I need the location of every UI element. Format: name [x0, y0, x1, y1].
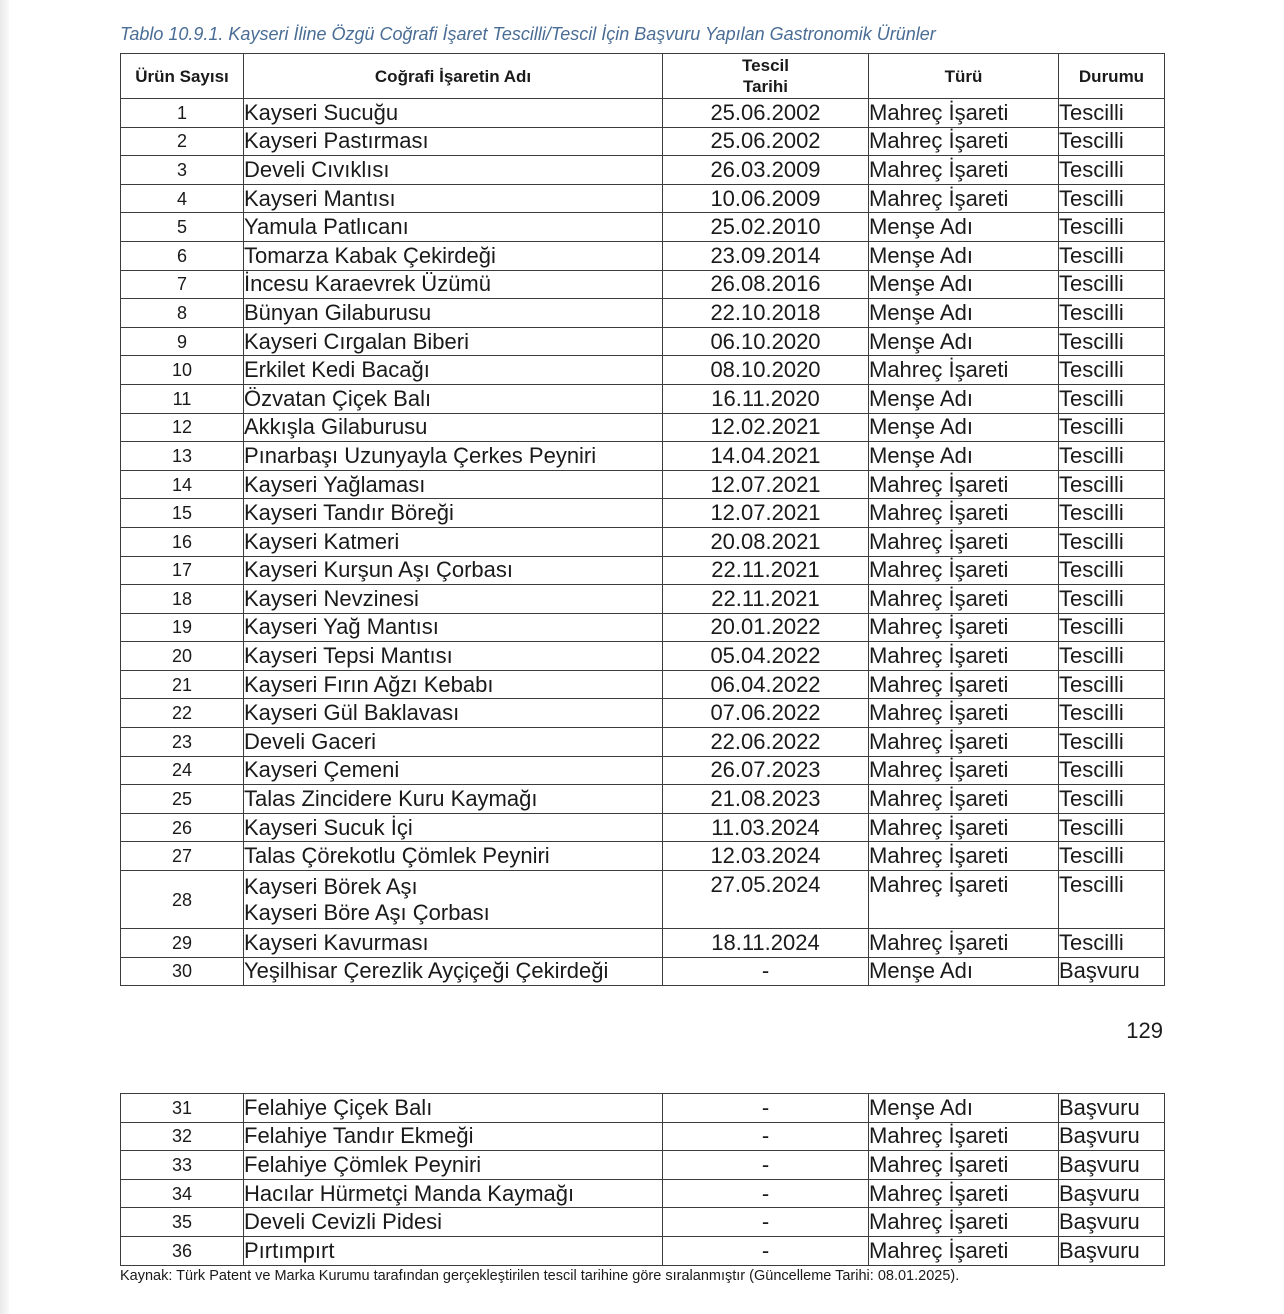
- cell-name: Kayseri Sucuğu: [244, 99, 663, 128]
- cell-name-line1: Kayseri Börek Aşı: [244, 873, 418, 899]
- cell-status: Tescilli: [1059, 356, 1165, 385]
- gastronomic-products-table-continued: [120, 1093, 1165, 1266]
- cell-number: 20: [121, 642, 244, 671]
- cell-status: Tescilli: [1059, 699, 1165, 728]
- cell-status: Tescilli: [1059, 499, 1165, 528]
- table-row: [121, 929, 1165, 958]
- table-row: [121, 384, 1165, 413]
- table-row: [121, 1236, 1165, 1265]
- cell-status: Başvuru: [1059, 1208, 1165, 1237]
- cell-number: 16: [121, 527, 244, 556]
- cell-date: 20.08.2021: [663, 527, 869, 556]
- cell-type: Mahreç İşareti: [869, 585, 1059, 614]
- cell-number: 13: [121, 442, 244, 471]
- table-row: [121, 585, 1165, 614]
- cell-type: Mahreç İşareti: [869, 813, 1059, 842]
- table-row: [121, 699, 1165, 728]
- cell-date: 14.04.2021: [663, 442, 869, 471]
- header-name: Coğrafi İşaretin Adı: [244, 54, 663, 99]
- cell-name: Kayseri Tandır Böreği: [244, 499, 663, 528]
- cell-name: Kayseri Pastırması: [244, 127, 663, 156]
- cell-status: Tescilli: [1059, 99, 1165, 128]
- header-count: Ürün Sayısı: [121, 54, 244, 99]
- cell-number: 17: [121, 556, 244, 585]
- header-date-line1: Tescil: [742, 56, 789, 75]
- cell-name: Talas Zincidere Kuru Kaymağı: [244, 785, 663, 814]
- cell-date: 10.06.2009: [663, 184, 869, 213]
- cell-number: 11: [121, 384, 244, 413]
- cell-number: 21: [121, 670, 244, 699]
- cell-date: 12.07.2021: [663, 499, 869, 528]
- cell-name: Kayseri Gül Baklavası: [244, 699, 663, 728]
- cell-number: 31: [121, 1094, 244, 1123]
- cell-date: 12.07.2021: [663, 470, 869, 499]
- cell-date: 20.01.2022: [663, 613, 869, 642]
- cell-number: 18: [121, 585, 244, 614]
- cell-date: 26.07.2023: [663, 756, 869, 785]
- cell-name: Develi Gaceri: [244, 728, 663, 757]
- cell-type: Mahreç İşareti: [869, 1179, 1059, 1208]
- cell-type: Mahreç İşareti: [869, 670, 1059, 699]
- cell-name: Talas Çörekotlu Çömlek Peyniri: [244, 842, 663, 871]
- cell-date: 07.06.2022: [663, 699, 869, 728]
- cell-date: 06.10.2020: [663, 327, 869, 356]
- cell-number: 32: [121, 1122, 244, 1151]
- cell-name: Yeşilhisar Çerezlik Ayçiçeği Çekirdeği: [244, 957, 663, 986]
- cell-type: Mahreç İşareti: [869, 1122, 1059, 1151]
- cell-name: Kayseri Sucuk İçi: [244, 813, 663, 842]
- cell-type: Menşe Adı: [869, 327, 1059, 356]
- table-row: [121, 184, 1165, 213]
- cell-status: Tescilli: [1059, 756, 1165, 785]
- cell-date: 22.11.2021: [663, 556, 869, 585]
- table-body-page2: [121, 1094, 1165, 1266]
- cell-name: Kayseri Katmeri: [244, 527, 663, 556]
- page-number: 129: [1126, 1018, 1163, 1043]
- cell-date: 25.02.2010: [663, 213, 869, 242]
- cell-number: 36: [121, 1236, 244, 1265]
- table-row: [121, 270, 1165, 299]
- cell-date: -: [663, 1151, 869, 1180]
- cell-name: Yamula Patlıcanı: [244, 213, 663, 242]
- cell-number: 15: [121, 499, 244, 528]
- header-date: [663, 54, 869, 99]
- cell-number: 22: [121, 699, 244, 728]
- cell-status: Tescilli: [1059, 929, 1165, 958]
- table-row: [121, 356, 1165, 385]
- cell-number: 27: [121, 842, 244, 871]
- cell-name: Kayseri Kurşun Aşı Çorbası: [244, 556, 663, 585]
- cell-number: 9: [121, 327, 244, 356]
- table-body-row-28: [121, 871, 1165, 929]
- cell-type: Menşe Adı: [869, 213, 1059, 242]
- table-row: [121, 556, 1165, 585]
- cell-number: 1: [121, 99, 244, 128]
- cell-type: Mahreç İşareti: [869, 871, 1059, 929]
- cell-status: Başvuru: [1059, 1236, 1165, 1265]
- cell-status: Tescilli: [1059, 556, 1165, 585]
- header-status: Durumu: [1059, 54, 1165, 99]
- source-note: Kaynak: Türk Patent ve Marka Kurumu tarafından gerçekleştirilen tescil tarihine göre sıralanmıştır (Güncelleme Tarihi: 08.01.2025).: [120, 1268, 960, 1284]
- table-row: [121, 1122, 1165, 1151]
- cell-type: Menşe Adı: [869, 957, 1059, 986]
- cell-status: Tescilli: [1059, 184, 1165, 213]
- cell-status: Tescilli: [1059, 127, 1165, 156]
- cell-number: 7: [121, 270, 244, 299]
- table-row: [121, 327, 1165, 356]
- table-row: [121, 670, 1165, 699]
- cell-name: Kayseri Yağ Mantısı: [244, 613, 663, 642]
- cell-date: 06.04.2022: [663, 670, 869, 699]
- cell-type: Menşe Adı: [869, 442, 1059, 471]
- cell-date: 22.11.2021: [663, 585, 869, 614]
- header-date-line2: Tarihi: [742, 77, 789, 96]
- cell-status: Tescilli: [1059, 842, 1165, 871]
- cell-name: Kayseri Cırgalan Biberi: [244, 327, 663, 356]
- table-row: [121, 442, 1165, 471]
- cell-number: 4: [121, 184, 244, 213]
- table-row: [121, 470, 1165, 499]
- cell-type: Mahreç İşareti: [869, 184, 1059, 213]
- cell-type: Mahreç İşareti: [869, 842, 1059, 871]
- cell-status: Tescilli: [1059, 299, 1165, 328]
- header-type: Türü: [869, 54, 1059, 99]
- cell-type: Mahreç İşareti: [869, 527, 1059, 556]
- cell-type: Mahreç İşareti: [869, 929, 1059, 958]
- cell-date: 25.06.2002: [663, 99, 869, 128]
- cell-date: 23.09.2014: [663, 241, 869, 270]
- cell-date: 11.03.2024: [663, 813, 869, 842]
- cell-type: Menşe Adı: [869, 270, 1059, 299]
- cell-name: Kayseri Tepsi Mantısı: [244, 642, 663, 671]
- cell-number: 10: [121, 356, 244, 385]
- table-row: [121, 842, 1165, 871]
- cell-type: Mahreç İşareti: [869, 642, 1059, 671]
- cell-status: Tescilli: [1059, 871, 1165, 929]
- cell-date: 26.03.2009: [663, 156, 869, 185]
- table-row: [121, 241, 1165, 270]
- cell-name: İncesu Karaevrek Üzümü: [244, 270, 663, 299]
- cell-name: Erkilet Kedi Bacağı: [244, 356, 663, 385]
- table-caption: Tablo 10.9.1. Kayseri İline Özgü Coğrafi İşaret Tescilli/Tescil İçin Başvuru Yapılan Gastronomik Ürünler: [120, 24, 936, 44]
- cell-number: 8: [121, 299, 244, 328]
- table-row: [121, 1151, 1165, 1180]
- cell-type: Mahreç İşareti: [869, 1208, 1059, 1237]
- cell-status: Tescilli: [1059, 384, 1165, 413]
- cell-name: Kayseri Çemeni: [244, 756, 663, 785]
- table-row: [121, 813, 1165, 842]
- cell-type: Mahreç İşareti: [869, 756, 1059, 785]
- cell-status: Başvuru: [1059, 1179, 1165, 1208]
- cell-name: Develi Cevizli Pidesi: [244, 1208, 663, 1237]
- cell-name: Bünyan Gilaburusu: [244, 299, 663, 328]
- cell-number: 24: [121, 756, 244, 785]
- cell-type: Mahreç İşareti: [869, 99, 1059, 128]
- cell-type: Menşe Adı: [869, 384, 1059, 413]
- table-row: [121, 642, 1165, 671]
- cell-date: -: [663, 1208, 869, 1237]
- cell-date: 21.08.2023: [663, 785, 869, 814]
- table-row: [121, 756, 1165, 785]
- table-row: [121, 413, 1165, 442]
- cell-type: Menşe Adı: [869, 241, 1059, 270]
- cell-name: Özvatan Çiçek Balı: [244, 384, 663, 413]
- table-row: [121, 785, 1165, 814]
- cell-number: 25: [121, 785, 244, 814]
- cell-status: Tescilli: [1059, 813, 1165, 842]
- cell-status: Tescilli: [1059, 470, 1165, 499]
- table-body-page1: [121, 99, 1165, 871]
- cell-type: Mahreç İşareti: [869, 470, 1059, 499]
- table-row: [121, 499, 1165, 528]
- cell-status: Başvuru: [1059, 1151, 1165, 1180]
- table-row: [121, 1208, 1165, 1237]
- cell-number: 12: [121, 413, 244, 442]
- cell-name: Felahiye Çömlek Peyniri: [244, 1151, 663, 1180]
- cell-type: Menşe Adı: [869, 1094, 1059, 1123]
- cell-status: Tescilli: [1059, 213, 1165, 242]
- cell-name: [244, 871, 663, 929]
- table-row: [121, 871, 1165, 929]
- cell-status: Tescilli: [1059, 728, 1165, 757]
- page-edge-shadow: [0, 0, 9, 1314]
- table-row: [121, 1179, 1165, 1208]
- cell-status: Tescilli: [1059, 585, 1165, 614]
- cell-date: 12.02.2021: [663, 413, 869, 442]
- cell-name: Felahiye Tandır Ekmeği: [244, 1122, 663, 1151]
- cell-date: 22.06.2022: [663, 728, 869, 757]
- table-row: [121, 99, 1165, 128]
- cell-date: 26.08.2016: [663, 270, 869, 299]
- cell-date: -: [663, 1236, 869, 1265]
- cell-date: 08.10.2020: [663, 356, 869, 385]
- cell-type: Mahreç İşareti: [869, 728, 1059, 757]
- table-row: [121, 1094, 1165, 1123]
- cell-status: Başvuru: [1059, 1122, 1165, 1151]
- cell-number: 3: [121, 156, 244, 185]
- table-row: [121, 728, 1165, 757]
- cell-name: Kayseri Mantısı: [244, 184, 663, 213]
- cell-name: Akkışla Gilaburusu: [244, 413, 663, 442]
- cell-date: 27.05.2024: [663, 871, 869, 929]
- cell-status: Tescilli: [1059, 327, 1165, 356]
- cell-name: Develi Cıvıklısı: [244, 156, 663, 185]
- cell-date: 25.06.2002: [663, 127, 869, 156]
- cell-type: Mahreç İşareti: [869, 556, 1059, 585]
- table-row: [121, 613, 1165, 642]
- cell-name: Hacılar Hürmetçi Manda Kaymağı: [244, 1179, 663, 1208]
- cell-status: Başvuru: [1059, 957, 1165, 986]
- cell-number: 35: [121, 1208, 244, 1237]
- cell-type: Mahreç İşareti: [869, 156, 1059, 185]
- cell-name: Pırtımpırt: [244, 1236, 663, 1265]
- cell-date: 18.11.2024: [663, 929, 869, 958]
- cell-name: Felahiye Çiçek Balı: [244, 1094, 663, 1123]
- cell-number: 6: [121, 241, 244, 270]
- cell-number: 28: [121, 871, 244, 929]
- cell-status: Tescilli: [1059, 785, 1165, 814]
- cell-number: 34: [121, 1179, 244, 1208]
- cell-date: 16.11.2020: [663, 384, 869, 413]
- cell-number: 30: [121, 957, 244, 986]
- cell-status: Tescilli: [1059, 270, 1165, 299]
- table-row: [121, 127, 1165, 156]
- cell-name-line2: Kayseri Böre Aşı Çorbası: [244, 899, 490, 925]
- cell-status: Tescilli: [1059, 442, 1165, 471]
- cell-status: Tescilli: [1059, 156, 1165, 185]
- table-header-row: [121, 54, 1165, 99]
- cell-number: 33: [121, 1151, 244, 1180]
- cell-date: -: [663, 1094, 869, 1123]
- table-row: [121, 299, 1165, 328]
- cell-date: -: [663, 1179, 869, 1208]
- cell-status: Tescilli: [1059, 642, 1165, 671]
- cell-number: 23: [121, 728, 244, 757]
- cell-status: Tescilli: [1059, 241, 1165, 270]
- cell-type: Mahreç İşareti: [869, 356, 1059, 385]
- cell-type: Mahreç İşareti: [869, 499, 1059, 528]
- table-row: [121, 156, 1165, 185]
- cell-status: Tescilli: [1059, 527, 1165, 556]
- cell-status: Tescilli: [1059, 613, 1165, 642]
- cell-name: Tomarza Kabak Çekirdeği: [244, 241, 663, 270]
- table-row: [121, 527, 1165, 556]
- cell-number: 19: [121, 613, 244, 642]
- cell-type: Mahreç İşareti: [869, 1236, 1059, 1265]
- cell-type: Menşe Adı: [869, 299, 1059, 328]
- cell-date: -: [663, 1122, 869, 1151]
- cell-type: Menşe Adı: [869, 413, 1059, 442]
- cell-name: Kayseri Kavurması: [244, 929, 663, 958]
- cell-number: 26: [121, 813, 244, 842]
- cell-status: Tescilli: [1059, 670, 1165, 699]
- cell-date: 05.04.2022: [663, 642, 869, 671]
- cell-number: 2: [121, 127, 244, 156]
- cell-number: 14: [121, 470, 244, 499]
- cell-type: Mahreç İşareti: [869, 613, 1059, 642]
- cell-type: Mahreç İşareti: [869, 785, 1059, 814]
- cell-number: 29: [121, 929, 244, 958]
- cell-name: Pınarbaşı Uzunyayla Çerkes Peyniri: [244, 442, 663, 471]
- cell-number: 5: [121, 213, 244, 242]
- cell-name: Kayseri Fırın Ağzı Kebabı: [244, 670, 663, 699]
- cell-name: Kayseri Nevzinesi: [244, 585, 663, 614]
- gastronomic-products-table: [120, 53, 1165, 986]
- cell-type: Mahreç İşareti: [869, 1151, 1059, 1180]
- table-row: [121, 957, 1165, 986]
- cell-type: Mahreç İşareti: [869, 127, 1059, 156]
- cell-status: Başvuru: [1059, 1094, 1165, 1123]
- table-row: [121, 213, 1165, 242]
- cell-date: 12.03.2024: [663, 842, 869, 871]
- cell-name: Kayseri Yağlaması: [244, 470, 663, 499]
- cell-status: Tescilli: [1059, 413, 1165, 442]
- cell-date: -: [663, 957, 869, 986]
- cell-date: 22.10.2018: [663, 299, 869, 328]
- table-body-page1-end: [121, 929, 1165, 986]
- cell-type: Mahreç İşareti: [869, 699, 1059, 728]
